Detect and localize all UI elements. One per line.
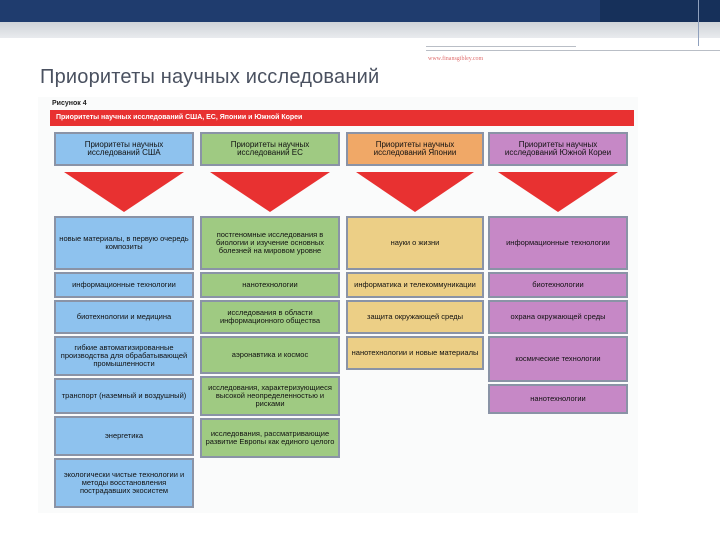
arrow-down-korea xyxy=(498,172,618,212)
japan-item: науки о жизни xyxy=(346,216,484,270)
korea-item: биотехнологии xyxy=(488,272,628,298)
eu-item: исследования, рассматривающие развитие Европы как единого целого xyxy=(200,418,340,458)
slide-top-bar-accent xyxy=(600,0,720,22)
korea-item: охрана окружающей среды xyxy=(488,300,628,334)
figure-label: Рисунок 4 xyxy=(52,100,87,107)
usa-item: гибкие автоматизированные производства для обрабатывающей промышленности xyxy=(54,336,194,376)
korea-item: космические технологии xyxy=(488,336,628,382)
usa-item: новые материалы, в первую очередь композиты xyxy=(54,216,194,270)
eu-item: постгеномные исследования в биологии и изучение основных болезней на мировом уровне xyxy=(200,216,340,270)
japan-item: нанотехнологии и новые материалы xyxy=(346,336,484,370)
usa-item: биотехнологии и медицина xyxy=(54,300,194,334)
usa-item: энергетика xyxy=(54,416,194,456)
korea-item: информационные технологии xyxy=(488,216,628,270)
usa-item: экологически чистые технологии и методы восстановления пострадавших экосистем xyxy=(54,458,194,508)
decor-line xyxy=(426,50,720,51)
header-japan: Приоритеты научных исследований Японии xyxy=(346,132,484,166)
eu-item: нанотехнологии xyxy=(200,272,340,298)
japan-item: защита окружающей среды xyxy=(346,300,484,334)
usa-item: транспорт (наземный и воздушный) xyxy=(54,378,194,414)
source-url: www.finansgibley.com xyxy=(428,56,484,62)
japan-item: информатика и телекоммуникации xyxy=(346,272,484,298)
header-eu: Приоритеты научных исследований ЕС xyxy=(200,132,340,166)
eu-item: аэронавтика и космос xyxy=(200,336,340,374)
figure-caption: Приоритеты научных исследований США, ЕС, Японии и Южной Кореи xyxy=(50,110,634,126)
slide-gray-band xyxy=(0,22,720,38)
header-usa: Приоритеты научных исследований США xyxy=(54,132,194,166)
eu-item: исследования, характеризующиеся высокой неопределенностью и рисками xyxy=(200,376,340,416)
header-korea: Приоритеты научных исследований Южной Кореи xyxy=(488,132,628,166)
arrow-down-japan xyxy=(356,172,474,212)
usa-item: информационные технологии xyxy=(54,272,194,298)
arrow-down-usa xyxy=(64,172,184,212)
korea-item: нанотехнологии xyxy=(488,384,628,414)
decor-line xyxy=(426,46,576,47)
slide-title: Приоритеты научных исследований xyxy=(40,66,380,88)
arrow-down-eu xyxy=(210,172,330,212)
eu-item: исследования в области информационного общества xyxy=(200,300,340,334)
decor-line xyxy=(698,0,699,46)
